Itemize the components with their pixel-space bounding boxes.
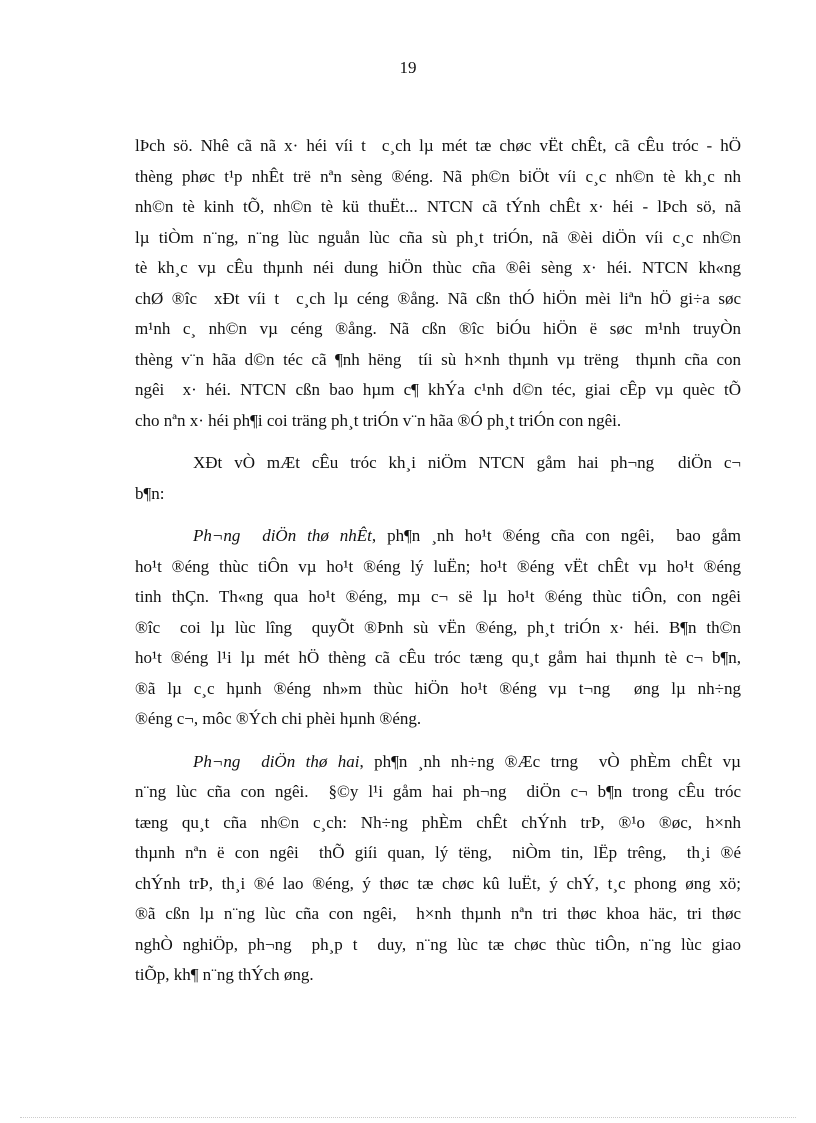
paragraph-3 (135, 521, 741, 735)
text-line: ho¹t ®éng thùc tiÔn vµ ho¹t ®éng lý luËn; ho¹t ®éng vËt chÊt vµ ho¹t ®éng (135, 556, 741, 576)
body-text (135, 131, 741, 1003)
text-line: lµ tiÒm n¨ng, n¨ng lùc nguån lùc cña sù ph¸t triÓn, nã ®èi diÖn víi c¸c nh©n (135, 227, 741, 247)
text-line: tæng qu¸t cña nh©n c¸ch: Nh÷ng phÈm chÊt chÝnh trÞ, ®¹o ®øc, h×nh (135, 812, 741, 832)
italic-heading: Ph¬ng diÖn thø nhÊt (193, 526, 372, 545)
paragraph-2 (135, 448, 741, 509)
text-line: thèng phøc t¹p nhÊt trë nªn sèng ®éng. Nã ph©n biÖt víi c¸c nh©n tè kh¸c nh (135, 166, 741, 186)
text-line: XÐt vÒ mÆt cÊu tróc kh¸i niÖm NTCN gåm hai ph¬ng diÖn c¬ (193, 453, 741, 472)
italic-heading: Ph¬ng diÖn thø hai (193, 751, 360, 771)
text-line: ®ã cßn lµ n¨ng lùc cña con ngêi, h×nh thµnh nªn tri thøc khoa häc, tri thøc (135, 904, 741, 923)
text-line: ®ã lµ c¸c hµnh ®éng nh»m thùc hiÖn ho¹t ®éng vµ t¬ng øng lµ nh÷ng (135, 678, 741, 698)
text-line: cho nªn x· héi ph¶i coi träng ph¸t triÓn v¨n hãa ®Ó ph¸t triÓn con ngêi. (135, 410, 622, 430)
text-line: tiÕp, kh¶ n¨ng thÝch øng. (135, 965, 314, 984)
text-line: nh©n tè kinh tÕ, nh©n tè kü thuËt... NTCN cã tÝnh chÊt x· héi - lÞch sö, nã (135, 197, 741, 216)
text-line: chÝnh trÞ, th¸i ®é lao ®éng, ý thøc tæ chøc kû luËt, ý chÝ, t¸c phong øng xö; (135, 873, 741, 893)
text-line: thµnh nªn ë con ngêi thÕ giíi quan, lý tëng, niÒm tin, lËp trêng, th¸i ®é (135, 843, 741, 862)
text-line: ®éng c¬, môc ®Ých chi phèi hµnh ®éng. (135, 709, 422, 728)
page-number: 19 (399, 58, 417, 77)
text-line: Ph¬ng diÖn thø nhÊt, ph¶n ¸nh ho¹t ®éng cña con ngêi, bao gåm (193, 526, 741, 545)
text-line: ngêi x· héi. NTCN cßn bao hµm c¶ khÝa c¹nh d©n téc, giai cÊp vµ quèc tÕ (135, 380, 741, 399)
paragraph-1 (135, 131, 741, 436)
text-line: m¹nh c¸ nh©n vµ céng ®ång. Nã cßn ®îc biÓu hiÖn ë søc m¹nh truyÒn (135, 319, 741, 338)
page-bottom-rule (20, 1117, 796, 1118)
text-line: chØ ®îc xÐt víi t c¸ch lµ céng ®ång. Nã cßn thÓ hiÖn mèi liªn hÖ gi÷a søc (135, 288, 741, 308)
text-line: thèng v¨n hãa d©n téc cã ¶nh hëng tíi sù h×nh thµnh vµ trëng thµnh cña con (135, 349, 741, 369)
text-line: b¶n: (135, 483, 165, 503)
paragraph-4 (135, 747, 741, 991)
text-line: tinh thÇn. Th«ng qua ho¹t ®éng, mµ c¬ së lµ ho¹t ®éng thùc tiÔn, con ngêi (135, 587, 741, 606)
text-line: lÞch sö. Nhê cã nã x· héi víi t c¸ch lµ mét tæ chøc vËt chÊt, cã cÊu tróc - hÖ (135, 136, 741, 155)
text-line: Ph¬ng diÖn thø hai, ph¶n ¸nh nh÷ng ®Æc trng vÒ phÈm chÊt vµ (193, 751, 741, 771)
text-line: ®îc coi lµ lùc lîng quyÕt ®Þnh sù vËn ®éng, ph¸t triÓn x· héi. B¶n th©n (135, 617, 741, 637)
text-line: ho¹t ®éng l¹i lµ mét hÖ thèng cã cÊu tróc tæng qu¸t gåm hai thµnh tè c¬ b¶n, (135, 648, 741, 667)
text-line: tè kh¸c vµ cÊu thµnh néi dung hiÖn thùc cña ®êi sèng x· héi. NTCN kh«ng (135, 258, 741, 277)
text-line: nghÒ nghiÖp, ph¬ng ph¸p t duy, n¨ng lùc tæ chøc thùc tiÔn, n¨ng lùc giao (135, 934, 741, 954)
text-line: n¨ng lùc cña con ngêi. §©y l¹i gåm hai ph¬ng diÖn c¬ b¶n trong cÊu tróc (135, 782, 741, 801)
